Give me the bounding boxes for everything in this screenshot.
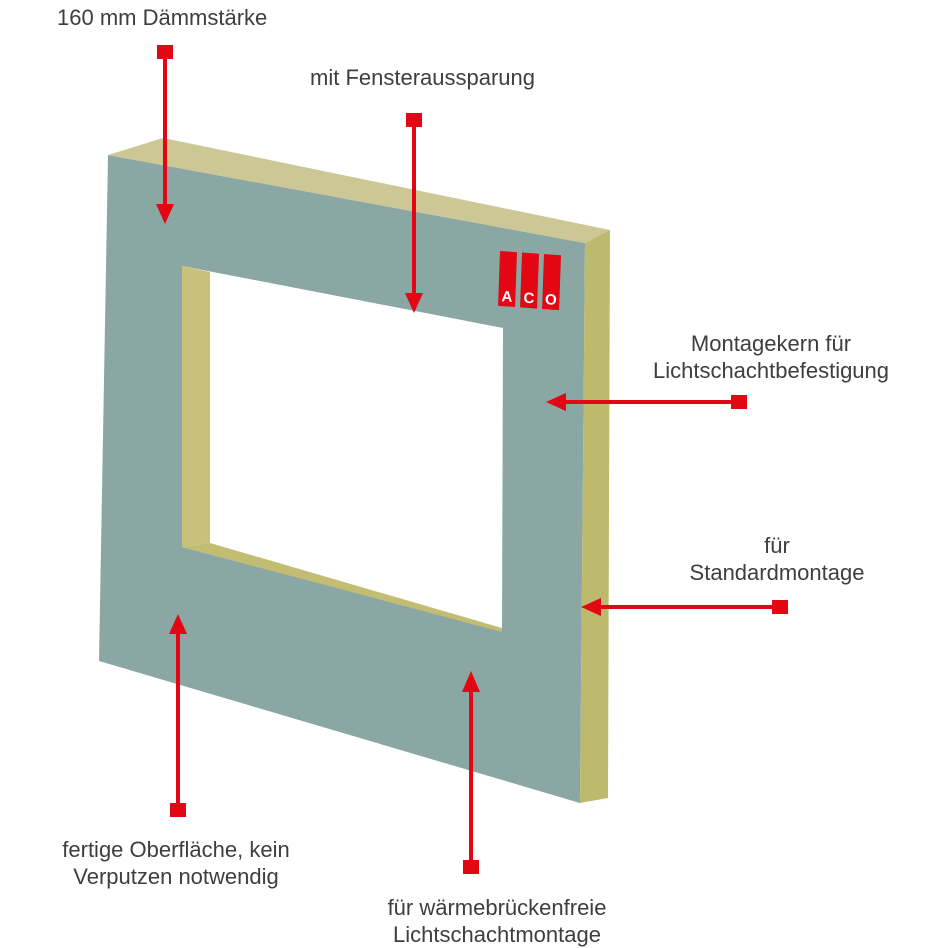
label-oberflaeche — [62, 836, 289, 890]
arrow-daemmstaerke-square — [157, 45, 173, 59]
label-daemmstaerke-line1: 160 mm Dämmstärke — [57, 5, 268, 30]
label-fensteraussparung — [310, 64, 535, 91]
label-standardmontage — [690, 532, 865, 586]
label-standardmontage-line1: für — [764, 533, 790, 558]
label-standardmontage-line2: Standardmontage — [689, 560, 865, 585]
aco-logo-bar — [520, 253, 539, 309]
window-inner-left-edge — [182, 266, 210, 547]
panel-right-edge — [580, 230, 610, 803]
label-daemmstaerke — [57, 4, 267, 31]
arrow-oberflaeche-square — [170, 803, 186, 817]
aco-logo-letter-a: A — [501, 288, 513, 306]
label-montagekern-line1: Montagekern für — [690, 331, 852, 356]
label-oberflaeche-line1: fertige Oberfläche, kein — [62, 837, 290, 862]
arrow-standardmontage — [581, 598, 788, 616]
label-waermebruecke-line1: für wärmebrückenfreie — [387, 895, 607, 920]
aco-logo-bar — [498, 251, 517, 307]
aco-logo-bar — [542, 254, 561, 310]
aco-logo-letter-c: C — [523, 289, 535, 308]
label-oberflaeche-line2: Verputzen notwendig — [73, 864, 279, 889]
label-montagekern-line2: Lichtschachtbefestigung — [652, 358, 890, 383]
aco-logo-letter-o: O — [544, 291, 558, 309]
arrow-fensteraussparung-square — [406, 113, 422, 127]
aco-logo — [498, 251, 561, 310]
label-montagekern — [653, 330, 889, 384]
label-waermebruecke-line2: Lichtschachtmontage — [393, 922, 601, 947]
label-waermebruecke — [388, 894, 607, 948]
arrow-waermebruecke-square — [463, 860, 479, 874]
label-fensteraussparung-line1: mit Fensteraussparung — [310, 65, 535, 90]
